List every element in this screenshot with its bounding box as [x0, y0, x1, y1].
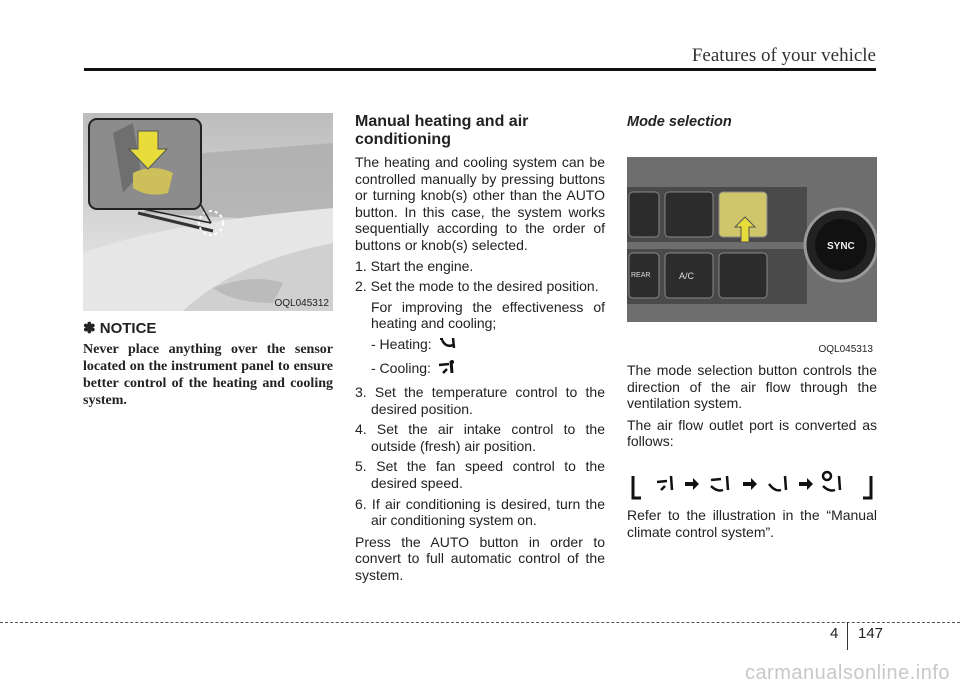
page-number-divider — [847, 622, 848, 650]
sync-button-label: SYNC — [827, 241, 855, 252]
airflow-mode-sequence — [627, 462, 877, 502]
figure-code: OQL045313 — [818, 344, 873, 355]
cooling-label: - Cooling: — [371, 359, 431, 376]
footer-rule — [0, 622, 960, 623]
rear-button-label: REAR — [631, 272, 651, 279]
mode-selection-heading: Mode selection — [627, 114, 732, 130]
windshield-illustration — [83, 113, 333, 311]
step-2: 2. Set the mode to the desired position. — [355, 278, 599, 295]
header-rule — [84, 68, 876, 71]
step-2-note: For improving the effectiveness of heating and cooling; — [371, 298, 605, 332]
cooling-mode-row — [355, 356, 605, 380]
figure-code: OQL045312 — [274, 298, 329, 309]
face-mode-icon — [437, 359, 457, 377]
floor-mode-icon — [438, 336, 458, 352]
step-4: 4. Set the air intake control to the outside (fresh) air position. — [355, 421, 605, 454]
climate-control-panel — [627, 157, 877, 357]
mode-para-1: The mode selection button controls the direction of the air flow through the ventilation system. — [627, 362, 877, 412]
watermark: carmanualsonline.info — [744, 662, 950, 684]
mode-para-3: Refer to the illustration in the “Manual climate control system”. — [627, 506, 877, 540]
column-2 — [355, 113, 605, 583]
heating-mode-row — [355, 332, 605, 356]
control-panel-figure — [627, 157, 877, 357]
closing-paragraph: Press the AUTO button in order to convert to full automatic control of the system. — [355, 533, 605, 583]
mode-para-2: The air flow outlet port is converted as follows: — [627, 416, 877, 450]
notice-body: Never place anything over the sensor located on the instrument panel to ensure better control of the heating and cooling system. — [83, 342, 333, 408]
sensor-location-figure — [83, 113, 333, 311]
chapter-number: 4 — [830, 625, 839, 642]
page-number: 147 — [858, 625, 884, 642]
ac-button-label: A/C — [679, 271, 695, 281]
heating-label: - Heating: — [371, 335, 432, 352]
running-header: Features of your vehicle — [691, 45, 876, 66]
mode-sequence-icons — [627, 462, 877, 502]
section-heading: Manual heating and air conditioning — [355, 113, 529, 148]
intro-paragraph: The heating and cooling system can be controlled manually by pressing buttons or turning knob(s) other than the AUTO button. In this case, the system works sequentially according to the order of buttons or knob(s) selected. — [355, 154, 605, 253]
notice-heading: ✽ NOTICE — [83, 320, 157, 337]
step-6: 6. If air conditioning is desired, turn the air conditioning system on. — [355, 495, 605, 529]
step-3: 3. Set the temperature control to the desired position. — [355, 383, 605, 417]
step-5: 5. Set the fan speed control to the desired speed. — [355, 458, 605, 491]
column-3 — [627, 113, 877, 540]
step-1: 1. Start the engine. — [355, 257, 474, 274]
column-1 — [83, 113, 333, 409]
